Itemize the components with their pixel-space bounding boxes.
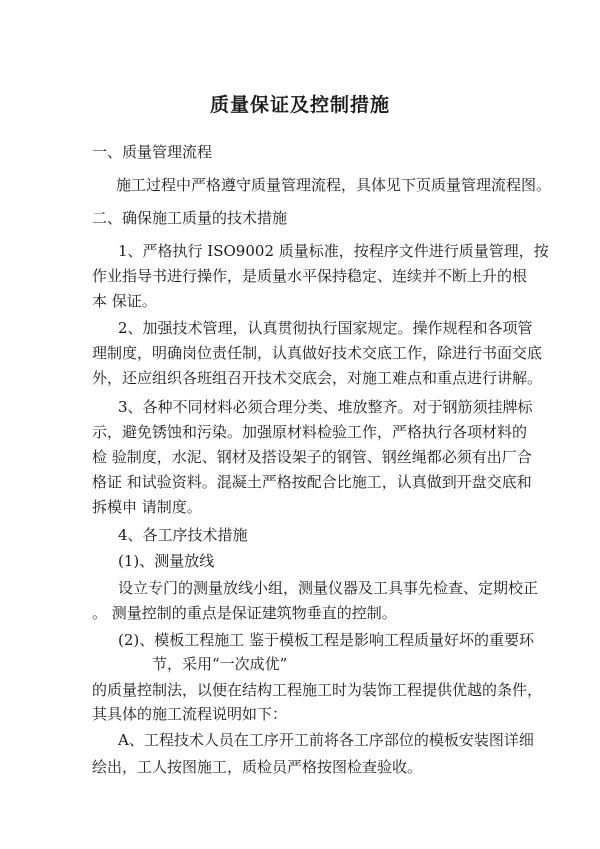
paragraph-line: 格证 和试验资料。混凝土严格按配合比施工，认真做到开盘交底和 <box>92 473 532 491</box>
paragraph-line: 。 测量控制的重点是保证建筑物垂直的控制。 <box>92 604 397 622</box>
paragraph-line: (2)、模板工程施工 鉴于模板工程是影响工程质量好坏的重要环 <box>118 631 535 649</box>
subsection-heading: 4、各工序技术措施 <box>118 526 248 544</box>
paragraph-line: 拆模申 请制度。 <box>92 498 202 516</box>
paragraph-line: A、工程技术人员在工序开工前将各工序部位的模板安装图详细 <box>118 731 534 749</box>
paragraph-line: 作业指导书进行操作，是质量水平保持稳定、连续并不断上升的根 <box>92 267 528 285</box>
paragraph-line: 1、严格执行 ISO9002 质量标准，按程序文件进行质量管理，按 <box>118 242 549 260</box>
paragraph-line: 检 验制度，水泥、钢材及搭设架子的钢管、钢丝绳都必须有出厂合 <box>92 448 532 466</box>
paragraph-line: 外，还应组织各班组召开技术交底会，对施工难点和重点进行讲解。 <box>92 369 543 387</box>
paragraph-line: 示，避免锈蚀和污染。加强原材料检验工作，严格执行各项材料的 <box>92 423 528 441</box>
paragraph-line: 设立专门的测量放线小组，测量仪器及工具事先检查、定期校正 <box>118 579 539 597</box>
section-heading-1: 一、质量管理流程 <box>92 143 213 161</box>
paragraph-line: 3、各种不同材料必须合理分类、堆放整齐。对于钢筋须挂牌标 <box>118 398 533 416</box>
paragraph-line: 2、加强技术管理，认真贯彻执行国家规定。操作规程和各项管 <box>118 319 533 337</box>
paragraph-line: 绘出，工人按图施工，质检员严格按图检查验收。 <box>92 758 423 776</box>
paragraph-line: 节，采用“一次成优” <box>152 655 288 673</box>
paragraph-line: 施工过程中严格遵守质量管理流程，具体见下页质量管理流程图。 <box>116 176 552 194</box>
paragraph-line: 的质量控制法，以便在结构工程施工时为装饰工程提供优越的条件， <box>92 681 543 699</box>
paragraph-line: 本 保证。 <box>92 292 157 310</box>
section-heading-2: 二、确保施工质量的技术措施 <box>92 209 288 227</box>
subsection-heading: (1)、测量放线 <box>118 552 215 570</box>
paragraph-line: 其具体的施工流程说明如下： <box>92 705 288 723</box>
document-title: 质量保证及控制措施 <box>209 94 390 116</box>
paragraph-line: 理制度，明确岗位责任制，认真做好技术交底工作，除进行书面交底 <box>92 344 543 362</box>
